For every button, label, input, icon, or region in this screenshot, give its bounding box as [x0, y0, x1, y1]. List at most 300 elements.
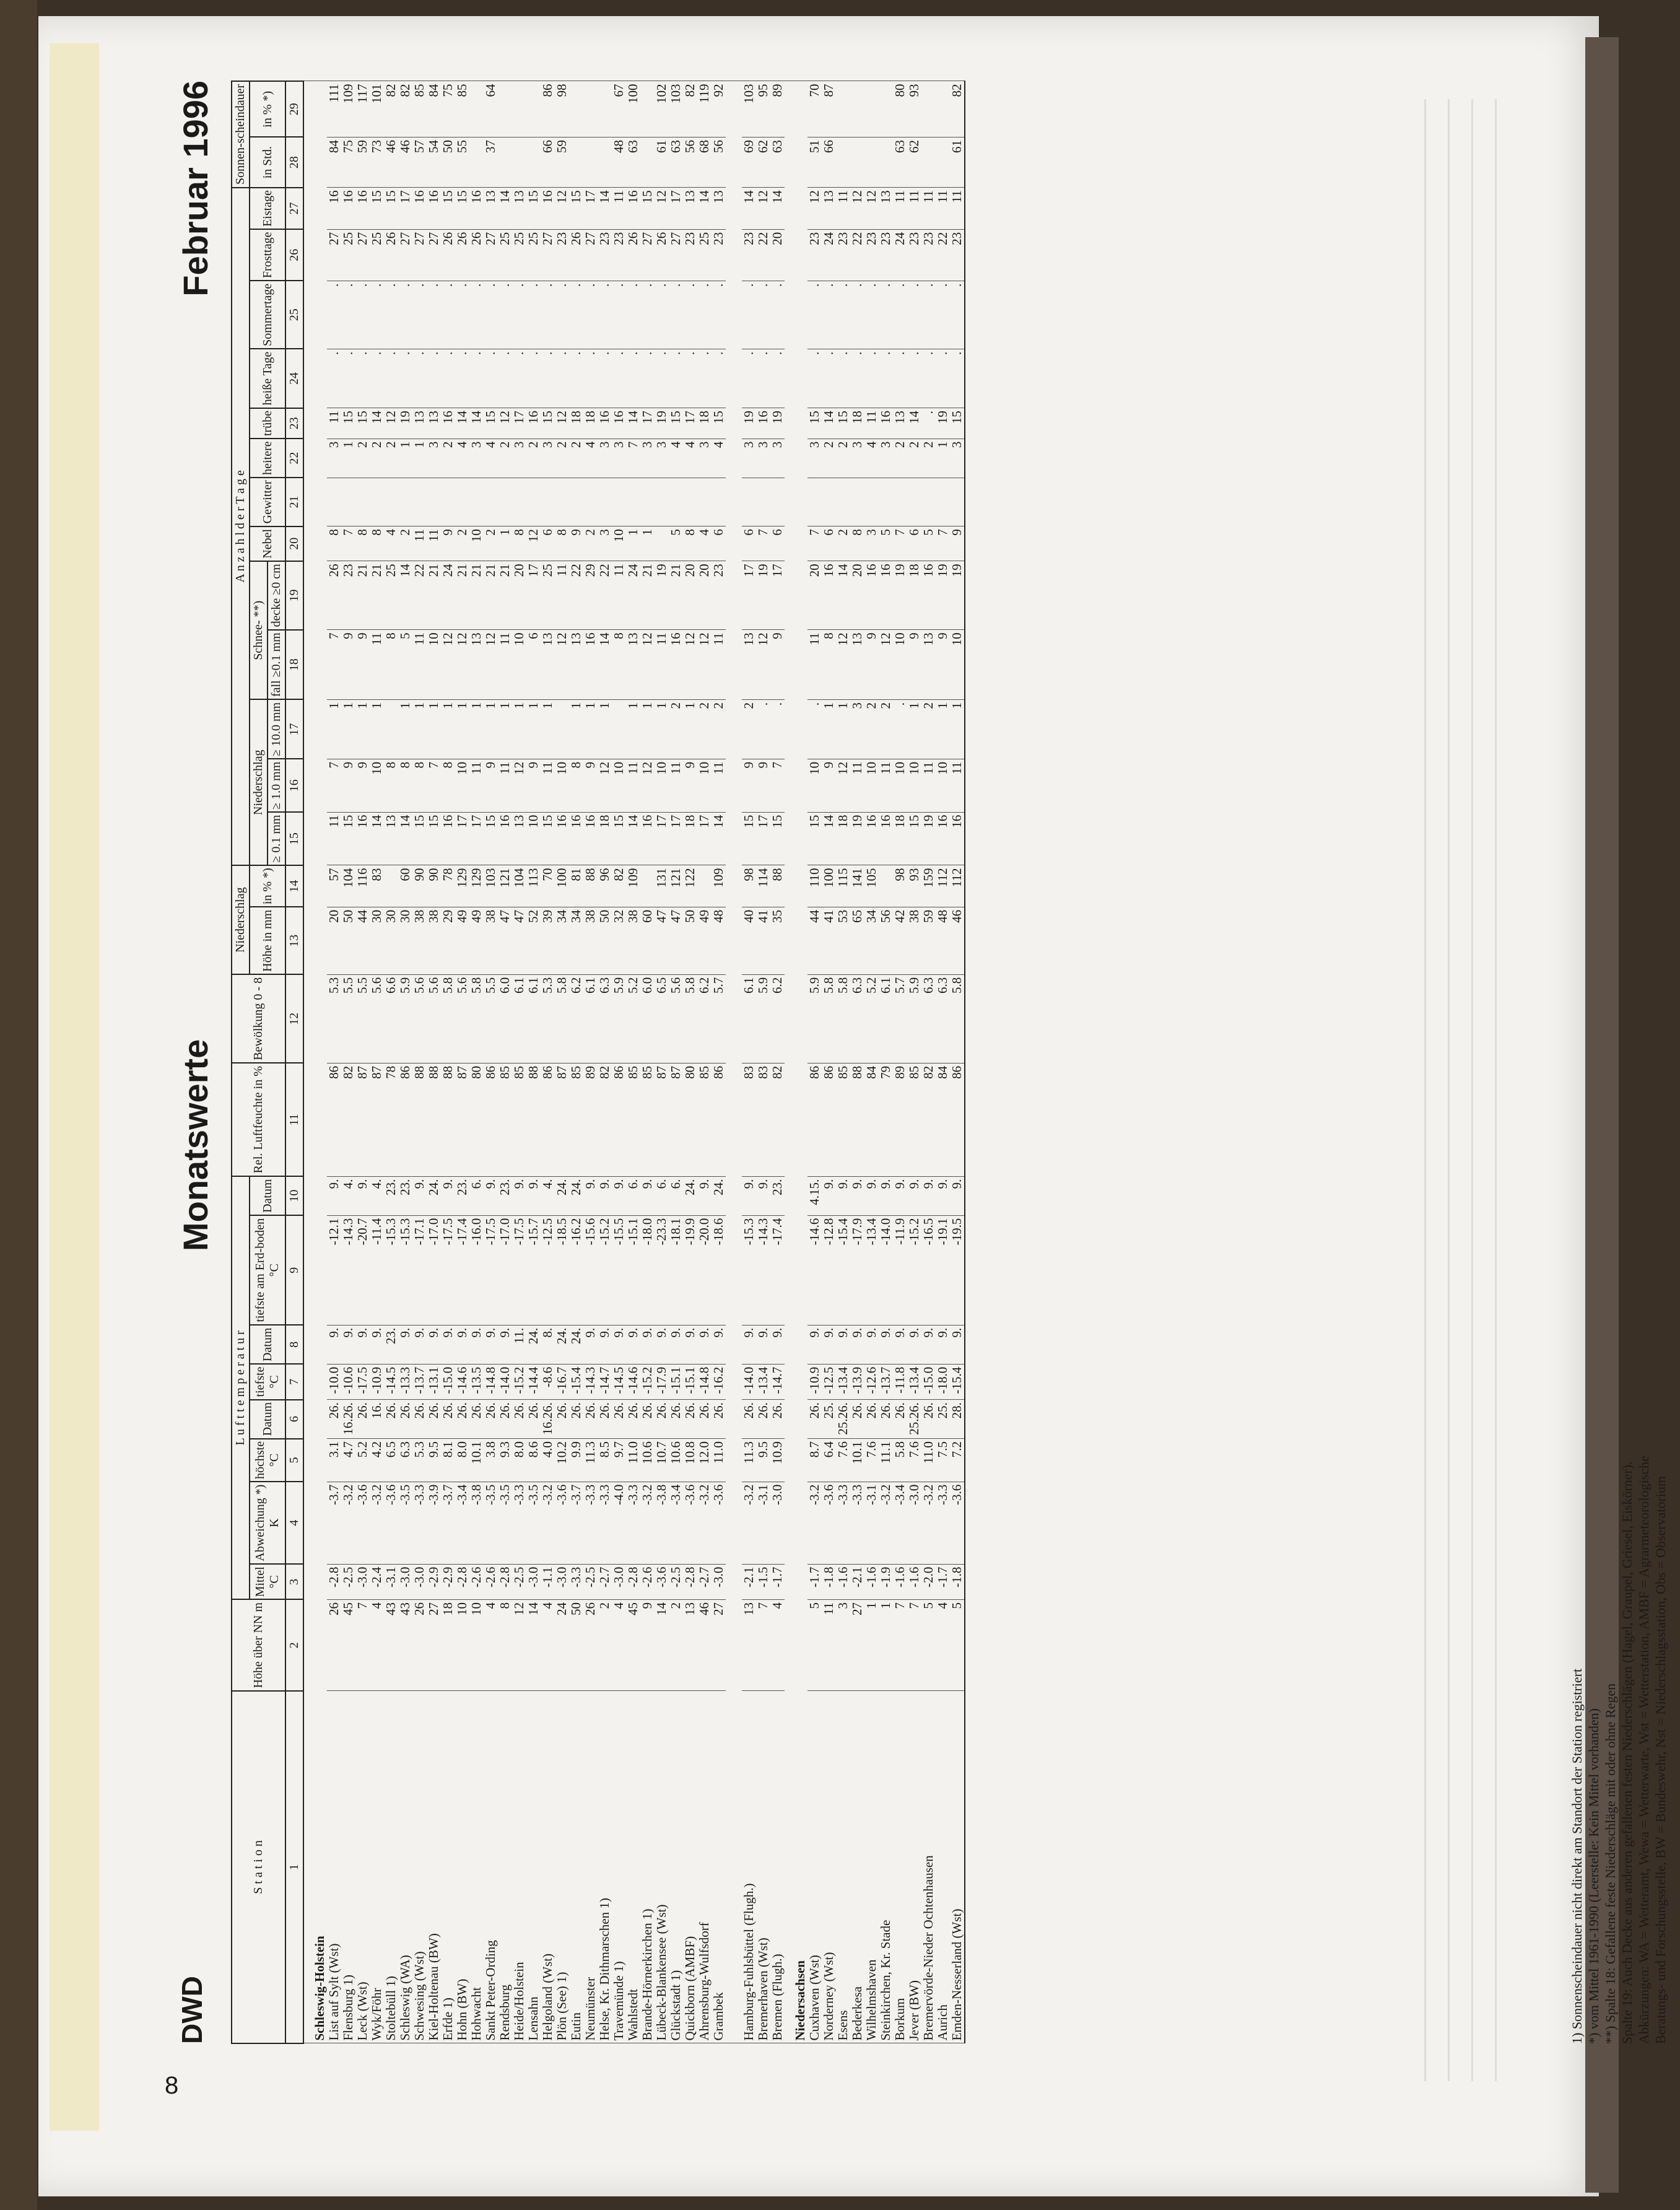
table-cell: 15: [907, 812, 921, 865]
table-cell: 11: [921, 188, 936, 229]
table-cell: 26: [583, 1599, 598, 1691]
th-hoehe: Höhe über NN m: [232, 1599, 285, 1691]
table-cell: 29: [583, 561, 598, 630]
table-cell: -14.8: [484, 1364, 498, 1399]
station-name: Plön (See) 1): [555, 1691, 569, 2043]
table-cell: 9.: [526, 1176, 541, 1215]
table-cell: -15.4: [836, 1215, 850, 1325]
table-cell: 56: [712, 137, 726, 187]
table-cell: [850, 137, 864, 187]
table-cell: .: [412, 281, 427, 349]
table-cell: -2.5: [512, 1564, 526, 1599]
table-cell: 87: [822, 81, 836, 137]
table-cell: -15.1: [683, 1364, 697, 1399]
table-cell: 26.: [569, 1400, 583, 1439]
table-cell: 14: [907, 408, 921, 439]
table-cell: 26.: [583, 1400, 598, 1439]
table-cell: 9.: [893, 1176, 907, 1215]
table-cell: 17: [526, 561, 541, 630]
table-cell: -3.5: [498, 1482, 512, 1564]
station-name: List auf Sylt (Wst): [327, 1691, 341, 2043]
table-cell: -2.5: [669, 1564, 683, 1599]
table-cell: 81: [569, 865, 583, 907]
table-cell: 55: [455, 137, 469, 187]
table-cell: 49: [697, 907, 712, 974]
table-cell: [541, 478, 555, 526]
table-cell: 5.8: [822, 974, 836, 1063]
table-cell: 1: [526, 700, 541, 759]
column-number: 28: [285, 137, 303, 187]
table-cell: -2.6: [484, 1564, 498, 1599]
table-cell: 4: [770, 1599, 785, 1691]
table-cell: 19: [950, 561, 965, 630]
table-cell: 100: [626, 81, 640, 137]
table-cell: 89: [893, 1063, 907, 1176]
table-cell: -14.7: [770, 1364, 785, 1399]
table-cell: 19: [893, 561, 907, 630]
table-cell: 80: [683, 1063, 697, 1176]
table-cell: -14.3: [756, 1215, 770, 1325]
table-cell: 3.1: [327, 1439, 341, 1482]
th-frosttage: Frosttage: [250, 229, 285, 281]
table-cell: -17.4: [455, 1215, 469, 1325]
table-cell: 1: [341, 439, 355, 478]
table-cell: 54: [427, 137, 441, 187]
table-cell: 6.1: [526, 974, 541, 1063]
table-cell: 12: [864, 188, 879, 229]
table-cell: 26.: [484, 1400, 498, 1439]
table-cell: 16: [612, 408, 626, 439]
table-cell: 2: [921, 439, 936, 478]
table-cell: 25: [541, 561, 555, 630]
table-cell: 6: [742, 526, 756, 561]
table-cell: [921, 478, 936, 526]
table-cell: [455, 478, 469, 526]
table-cell: 14: [742, 188, 756, 229]
table-cell: 5.8: [441, 974, 455, 1063]
table-cell: 17: [742, 561, 756, 630]
column-number: 11: [285, 1063, 303, 1176]
table-cell: .: [950, 281, 965, 349]
table-cell: 7.6: [864, 1439, 879, 1482]
station-name: Stoltebüll 1): [384, 1691, 398, 2043]
table-cell: 8.1: [441, 1439, 455, 1482]
table-cell: 8: [850, 526, 864, 561]
table-cell: -1.9: [879, 1564, 893, 1599]
station-name: Steinkirchen, Kr. Stade: [879, 1691, 893, 2043]
table-cell: 82: [612, 865, 626, 907]
table-cell: 82: [770, 1063, 785, 1176]
table-cell: .: [864, 281, 879, 349]
station-name: Brande-Hörnerkirchen 1): [640, 1691, 655, 2043]
table-cell: 1: [640, 526, 655, 561]
table-cell: 2: [669, 1599, 683, 1691]
table-cell: 119: [697, 81, 712, 137]
table-cell: 12: [807, 188, 822, 229]
table-cell: .: [555, 281, 569, 349]
table-cell: 4: [455, 439, 469, 478]
table-cell: 63: [669, 137, 683, 187]
table-cell: 69: [742, 137, 756, 187]
group-name: Niedersachsen: [785, 81, 807, 2043]
table-cell: [921, 81, 936, 137]
table-cell: 27: [541, 229, 555, 281]
table-cell: 26: [384, 229, 398, 281]
table-cell: 14: [370, 812, 384, 865]
table-cell: -10.9: [370, 1364, 384, 1399]
table-cell: 6.3: [398, 1439, 412, 1482]
table-cell: 16: [921, 561, 936, 630]
table-cell: 85: [412, 81, 427, 137]
table-cell: 9: [742, 759, 756, 812]
table-cell: 59: [921, 907, 936, 974]
table-cell: 90: [427, 865, 441, 907]
table-row: [512, 81, 526, 2043]
table-cell: 6: [822, 526, 836, 561]
table-cell: .: [484, 281, 498, 349]
station-name: Helgoland (Wst): [541, 1691, 555, 2043]
table-cell: 3: [770, 439, 785, 478]
table-cell: 7: [626, 439, 640, 478]
table-cell: 11: [936, 188, 950, 229]
table-cell: 11.3: [742, 1439, 756, 1482]
table-cell: 122: [683, 865, 697, 907]
table-cell: 23: [879, 229, 893, 281]
table-cell: 84: [427, 81, 441, 137]
th-station: S t a t i o n: [232, 1691, 285, 2043]
table-cell: -14.6: [626, 1364, 640, 1399]
table-cell: 1: [683, 700, 697, 759]
table-cell: 10: [526, 812, 541, 865]
table-cell: 10: [370, 759, 384, 812]
table-cell: 6.0: [640, 974, 655, 1063]
table-cell: [921, 137, 936, 187]
table-cell: [370, 478, 384, 526]
table-cell: -14.3: [341, 1215, 355, 1325]
table-cell: 21: [498, 561, 512, 630]
station-name: Borkum: [893, 1691, 907, 2043]
table-cell: 10: [555, 759, 569, 812]
table-cell: 9.5: [427, 1439, 441, 1482]
th-schnee: Schnee- **): [250, 561, 268, 700]
table-cell: 14: [370, 408, 384, 439]
table-cell: [583, 137, 598, 187]
table-cell: 9.: [327, 1325, 341, 1364]
period-label: Februar 1996: [176, 81, 215, 297]
table-cell: -16.7: [555, 1364, 569, 1399]
table-cell: 25: [370, 229, 384, 281]
table-cell: 16: [441, 812, 455, 865]
table-cell: 11: [669, 759, 683, 812]
table-cell: 7: [807, 526, 822, 561]
table-cell: 34: [864, 907, 879, 974]
table-cell: 84: [864, 1063, 879, 1176]
table-cell: 23: [341, 561, 355, 630]
th-truebe: trübe: [250, 408, 285, 439]
table-cell: 15: [712, 408, 726, 439]
table-cell: -19.5: [950, 1215, 965, 1325]
table-cell: 16: [879, 408, 893, 439]
table-row: [398, 81, 412, 2043]
table-cell: [526, 81, 541, 137]
column-number: 20: [285, 526, 303, 561]
table-cell: [526, 478, 541, 526]
table-cell: 18: [583, 408, 598, 439]
table-cell: 4: [669, 439, 683, 478]
table-cell: 105: [864, 865, 879, 907]
table-cell: 5: [921, 526, 936, 561]
table-cell: .: [441, 281, 455, 349]
table-cell: -13.7: [412, 1364, 427, 1399]
table-cell: -15.6: [583, 1215, 598, 1325]
th-heitere: heitere: [250, 439, 285, 478]
table-cell: 11: [893, 188, 907, 229]
table-cell: 4.: [370, 1176, 384, 1215]
table-cell: -2.9: [427, 1564, 441, 1599]
table-cell: .: [907, 281, 921, 349]
table-cell: 129: [469, 865, 484, 907]
table-cell: 11: [850, 759, 864, 812]
table-cell: 27: [669, 229, 683, 281]
table-cell: 12: [655, 188, 669, 229]
table-cell: 26.: [807, 1400, 822, 1439]
table-cell: [498, 81, 512, 137]
table-cell: 23.: [398, 1176, 412, 1215]
table-cell: -16.0: [469, 1215, 484, 1325]
table-cell: .: [370, 281, 384, 349]
table-cell: 141: [850, 865, 864, 907]
table-cell: -2.7: [598, 1564, 612, 1599]
table-cell: 16: [498, 812, 512, 865]
table-cell: [598, 478, 612, 526]
table-cell: 98: [555, 81, 569, 137]
table-cell: .: [370, 349, 384, 408]
table-cell: -3.1: [864, 1482, 879, 1564]
table-cell: 50: [341, 907, 355, 974]
table-cell: .: [455, 349, 469, 408]
table-row: [384, 81, 398, 2043]
page-edge-strip: [50, 43, 99, 2131]
table-cell: .: [770, 349, 785, 408]
table-cell: [697, 865, 712, 907]
table-cell: 8: [412, 759, 427, 812]
table-cell: 38: [412, 907, 427, 974]
column-number: 26: [285, 229, 303, 281]
table-cell: -2.1: [742, 1564, 756, 1599]
table-cell: -8.6: [541, 1364, 555, 1399]
table-cell: 26.: [770, 1400, 785, 1439]
table-cell: 13: [742, 1599, 756, 1691]
table-cell: -4.0: [612, 1482, 626, 1564]
table-cell: 4: [484, 1599, 498, 1691]
table-cell: -15.2: [907, 1215, 921, 1325]
table-cell: 87: [555, 1063, 569, 1176]
table-cell: 75: [341, 137, 355, 187]
table-cell: -17.5: [355, 1364, 370, 1399]
table-cell: [655, 526, 669, 561]
table-cell: 8.5: [598, 1439, 612, 1482]
table-cell: 9: [355, 630, 370, 700]
table-cell: 45: [626, 1599, 640, 1691]
table-cell: 16: [583, 812, 598, 865]
table-cell: .: [921, 349, 936, 408]
table-cell: 12: [879, 630, 893, 700]
table-cell: 4: [712, 439, 726, 478]
table-cell: 19: [850, 812, 864, 865]
table-cell: 3: [598, 526, 612, 561]
table-cell: 85: [640, 1063, 655, 1176]
table-cell: 62: [756, 137, 770, 187]
table-cell: 12: [441, 630, 455, 700]
table-row: [583, 81, 598, 2043]
page-title: Monatswerte: [176, 1039, 215, 1251]
table-cell: .: [850, 281, 864, 349]
table-cell: 11.0: [626, 1439, 640, 1482]
table-cell: -10.9: [807, 1364, 822, 1399]
table-cell: 68: [697, 137, 712, 187]
table-cell: 16: [756, 408, 770, 439]
table-cell: -3.0: [526, 1564, 541, 1599]
table-cell: 42: [893, 907, 907, 974]
table-cell: 11: [498, 759, 512, 812]
table-cell: 5.2: [626, 974, 640, 1063]
table-cell: 87: [370, 1063, 384, 1176]
table-cell: .: [850, 349, 864, 408]
table-cell: -3.2: [341, 1482, 355, 1564]
table-cell: -3.1: [384, 1564, 398, 1599]
table-cell: 5.9: [807, 974, 822, 1063]
table-cell: 30: [384, 907, 398, 974]
table-cell: -15.7: [526, 1215, 541, 1325]
table-cell: 1: [412, 439, 427, 478]
table-cell: 1: [412, 700, 427, 759]
table-cell: 5.9: [907, 974, 921, 1063]
table-cell: -17.5: [441, 1215, 455, 1325]
table-cell: 23: [836, 229, 850, 281]
table-cell: 1: [498, 526, 512, 561]
table-cell: .: [412, 349, 427, 408]
table-cell: 3: [850, 439, 864, 478]
table-cell: .: [398, 281, 412, 349]
group-name: Schleswig-Holstein: [303, 81, 327, 2043]
th-bewoelkung: Bewölkung 0 - 8: [232, 974, 285, 1063]
table-cell: 63: [626, 137, 640, 187]
table-cell: 50: [441, 137, 455, 187]
table-cell: 27: [355, 229, 370, 281]
table-cell: 86: [612, 1063, 626, 1176]
table-cell: -11.4: [370, 1215, 384, 1325]
table-cell: 25.: [822, 1400, 836, 1439]
table-cell: 11: [612, 188, 626, 229]
station-name: Ahrensburg-Wulfsdorf: [697, 1691, 712, 2043]
table-cell: .: [526, 281, 541, 349]
table-cell: -3.2: [370, 1482, 384, 1564]
table-cell: 61: [655, 137, 669, 187]
table-cell: 25.26.: [836, 1400, 850, 1439]
column-number: 27: [285, 188, 303, 229]
table-cell: 7: [907, 1599, 921, 1691]
table-cell: 26.: [398, 1400, 412, 1439]
table-cell: -3.3: [836, 1482, 850, 1564]
table-cell: 15: [455, 188, 469, 229]
table-cell: 44: [355, 907, 370, 974]
table-cell: 70: [807, 81, 822, 137]
table-cell: 12: [384, 408, 398, 439]
table-cell: 26.: [526, 1400, 541, 1439]
table-cell: 23: [807, 229, 822, 281]
table-cell: 23: [950, 229, 965, 281]
table-cell: 9.: [756, 1325, 770, 1364]
table-cell: 112: [950, 865, 965, 907]
table-cell: -3.6: [384, 1482, 398, 1564]
table-cell: .: [683, 281, 697, 349]
table-cell: [526, 137, 541, 187]
table-cell: 95: [756, 81, 770, 137]
table-cell: -17.1: [412, 1215, 427, 1325]
table-cell: -3.9: [427, 1482, 441, 1564]
table-cell: 16: [864, 812, 879, 865]
table-cell: [612, 700, 626, 759]
table-cell: 1: [370, 700, 384, 759]
table-cell: 116: [355, 865, 370, 907]
station-name: Bederkesa: [850, 1691, 864, 2043]
table-cell: 6.2: [569, 974, 583, 1063]
table-cell: 47: [498, 907, 512, 974]
table-cell: -14.5: [384, 1364, 398, 1399]
table-cell: -12.8: [822, 1215, 836, 1325]
table-cell: 41: [822, 907, 836, 974]
table-cell: [626, 478, 640, 526]
table-cell: 5.6: [455, 974, 469, 1063]
table-cell: -15.5: [612, 1215, 626, 1325]
column-number: 4: [285, 1482, 303, 1564]
station-name: Hohwacht: [469, 1691, 484, 2043]
table-cell: 65: [850, 907, 864, 974]
table-cell: 110: [807, 865, 822, 907]
table-cell: 3: [697, 439, 712, 478]
table-cell: -3.6: [655, 1564, 669, 1599]
table-cell: 66: [822, 137, 836, 187]
table-cell: [512, 137, 526, 187]
table-cell: 13: [683, 188, 697, 229]
table-cell: -16.5: [921, 1215, 936, 1325]
table-cell: 34: [569, 907, 583, 974]
table-cell: 23: [555, 229, 569, 281]
table-cell: 8.: [541, 1325, 555, 1364]
table-cell: -3.4: [669, 1482, 683, 1564]
table-cell: 9.: [441, 1325, 455, 1364]
agency-label: DWD: [176, 1976, 208, 2044]
table-cell: 41: [756, 907, 770, 974]
column-number: 9: [285, 1215, 303, 1325]
table-cell: 9.: [850, 1325, 864, 1364]
th-tiefste: tiefste °C: [250, 1364, 285, 1399]
table-cell: 9.: [512, 1176, 526, 1215]
table-cell: 15: [541, 408, 555, 439]
table-cell: 51: [807, 137, 822, 187]
table-cell: -15.3: [398, 1215, 412, 1325]
table-cell: .: [355, 281, 370, 349]
table-cell: 8: [441, 759, 455, 812]
table-cell: .: [742, 349, 756, 408]
table-cell: 39: [541, 907, 555, 974]
table-cell: 98: [742, 865, 756, 907]
table-cell: -3.6: [683, 1482, 697, 1564]
table-cell: 2: [455, 526, 469, 561]
table-cell: 46: [384, 137, 398, 187]
table-cell: 82: [598, 1063, 612, 1176]
table-cell: -3.4: [893, 1482, 907, 1564]
